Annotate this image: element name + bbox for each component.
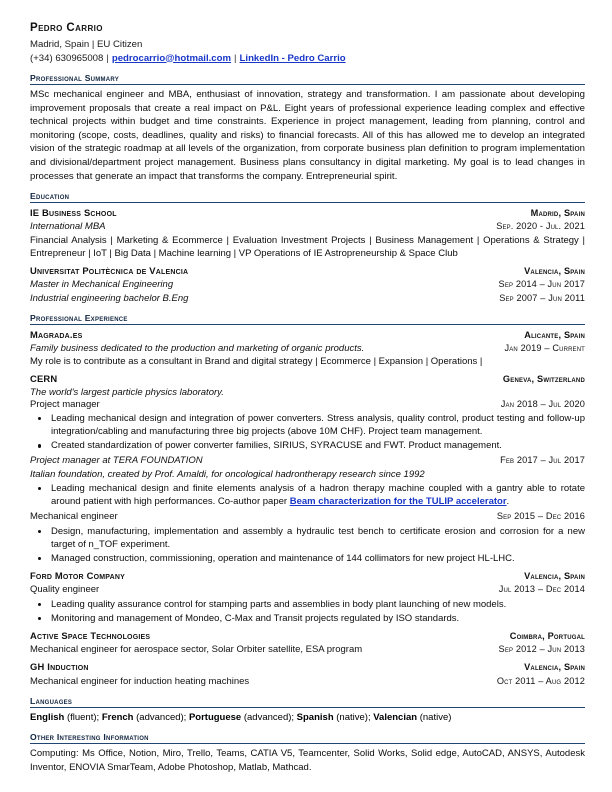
list-item [30,598,585,611]
experience-entry-header [30,569,585,583]
education-degree: International MBA [30,221,106,233]
education-dates: Sep. 2020 - Jul. 2021 [496,221,585,232]
bullet-dot-icon [38,617,41,620]
education-entry-degree-row-2 [30,292,585,305]
section-other-information [30,732,585,774]
education-place: Madrid, Spain [530,208,585,219]
experience-place: Coimbra, Portugal [509,631,585,642]
experience-org: Magrada.es [30,328,83,340]
experience-role-title: Mechanical engineer [30,511,118,523]
bullet-text: Monitoring and management of Mondeo, C-Max and Transit projects regulated by ISO standards. [51,612,460,624]
language-name: Portuguese [188,711,242,723]
experience-role-title: Project manager at TERA FOUNDATION [30,455,203,467]
experience-role-title: Project manager [30,398,100,410]
experience-role-dates: Jan 2018 – Jul 2020 [500,398,585,409]
section-title-education: Education [30,191,585,203]
bullet-dot-icon [38,530,41,533]
list-item [30,552,585,565]
education-entry-upv [30,264,585,305]
experience-org: CERN [30,373,58,385]
list-item [30,612,585,625]
experience-role-row [30,454,585,467]
experience-role-dates: Jul 2013 – Dec 2014 [498,584,585,595]
experience-entry-header [30,372,585,386]
bullet-dot-icon [38,487,41,490]
language-level: (native) [336,711,368,723]
separator-1: | [106,52,109,64]
experience-role-title: Mechanical engineer for induction heating machines [30,675,250,687]
list-item [30,482,585,508]
experience-role-row [30,510,585,523]
experience-bullet-list [30,525,585,566]
bullet-text: Design, manufacturing, implementation and assembly a hydraulic test bench to certificate erosion and corrosion for a new target of n_TOF experiment. [51,525,585,550]
bullet-text: Leading mechanical design and integration of power converters. Stress analysis, quality control, product testing and follow-up integration/cabling and manufacturing three big projects (above 10M CHF). Project team management. [51,412,585,438]
experience-entry-header [30,660,585,674]
experience-entry-header [30,629,585,643]
experience-entry-active-space [30,629,585,656]
language-level: (advanced) [136,711,184,723]
bullet-text-post: . [506,496,510,508]
summary-paragraph: MSc mechanical engineer and MBA, enthusiast of innovation, strategy and transformation. I am passionate about developing improvement proposals that create a real impact on P&L. Eight years of professional experience leading complex and effective technical projects within budget and time constraints. Experience in project management, leading from planning, control and monitoring (scope, costs, deadlines, quality and risks) to financial forecasts. All of this has allowed me to develop an integrated vision of the strategic roadmap at all levels of the organization, from corporate business plan definition to program implementation and divisional/department project management. Business plans consultancy in digital marketing. My goal is to lead changes in processes that generate an impact that transforms the company. Entrepreneurial spirit. [30,89,585,182]
separator-2: | [234,52,237,64]
language-level: (advanced) [243,711,292,723]
section-education [30,191,585,305]
language-name: French [101,711,134,723]
section-title-other: Other Interesting Information [30,732,585,744]
section-languages [30,696,585,724]
experience-role-row [30,643,585,656]
education-place: Valencia, Spain [524,266,585,277]
experience-role-dates: Oct 2011 – Aug 2012 [496,675,585,686]
language-name: English [30,711,65,723]
experience-bullet-list [30,598,585,625]
computing-skills-text: Computing: Ms Office, Notion, Miro, Trello, Teams, CATIA V5, Teamcenter, Solid Works, Solid edge, AutoCAD, ANSYS, Autodesk Inventor, ENOVIA SmarTeam, Adobe Photoshop, Matlab, Mathcad. [30,748,585,773]
bullet-dot-icon [38,417,41,420]
list-item [30,439,585,452]
experience-entry-magrada [30,328,585,369]
experience-detail: My role is to contribute as a consultant in Brand and digital strategy | Ecommerce | Expansion | Operations | [30,356,483,368]
education-entry-header [30,264,585,278]
cv-header [30,22,585,65]
experience-org: GH Induction [30,661,89,673]
bullet-text-pre: Leading mechanical design and finite elements analysis of a hadron therapy machine coupled with a gantry able to rotate around patient with high performances. Co-author paper [51,482,585,508]
experience-role-row [30,675,585,688]
experience-entry-header [30,328,585,342]
experience-place: Valencia, Spain [524,662,585,673]
experience-entry-ford [30,569,585,625]
experience-place: Valencia, Spain [524,571,585,582]
experience-org: Active Space Technologies [30,630,151,642]
bullet-dot-icon [38,444,41,447]
experience-dates: Jan 2019 – Current [504,342,585,353]
bullet-text: Created standardization of power converter families, SIRIUS, SYRACUSE and FWT. Product management. [51,440,502,452]
section-title-summary: Professional Summary [30,73,585,85]
experience-entry-gh-induction [30,660,585,687]
experience-place: Geneva, Switzerland [502,374,585,385]
bullet-text: Leading quality assurance control for stamping parts and assemblies in body plant launching of new models. [51,598,507,610]
experience-role-row [30,398,585,411]
language-name: Valencian [373,711,418,723]
experience-bullet-list [30,412,585,453]
section-professional-experience [30,313,585,688]
paper-link[interactable]: Beam characterization for the TULIP accelerator [289,496,507,508]
phone-number: (+34) 630965008 [30,52,104,64]
experience-subtitle: Family business dedicated to the production and marketing of organic products. [30,342,365,354]
section-title-experience: Professional Experience [30,313,585,325]
list-item [30,412,585,438]
education-org: Universitat Politècnica de Valencia [30,265,189,277]
experience-role-title: Quality engineer [30,584,100,596]
education-degree: Master in Mechanical Engineering [30,279,174,291]
list-item [30,525,585,551]
language-level: (fluent) [66,711,97,723]
language-name: Spanish [296,711,334,723]
experience-role-note: Italian foundation, created by Prof. Amaldi, for oncological hadrontherapy research since 1992 [30,468,425,480]
contact-links-line [30,52,585,66]
email-link[interactable]: pedrocarrio@hotmail.com [111,52,232,64]
education-coursework: Financial Analysis | Marketing & Ecommerce | Evaluation Investment Projects | Business Management | Operations & Strategy | Entrepreneur | IoT | Big Data | Machine learning | VP Operations of IE Astropreneurship & Space Club [30,234,585,259]
linkedin-link[interactable]: LinkedIn - Pedro Carrio [239,52,346,64]
experience-subtitle: The world's largest particle physics laboratory. [30,386,224,398]
education-org: IE Business School [30,207,117,219]
education-entry-degree-row [30,220,585,233]
experience-role-dates: Sep 2012 – Jun 2013 [498,644,585,655]
education-entry-header [30,206,585,220]
language-level: (native) [419,711,452,723]
bullet-dot-icon [38,557,41,560]
section-title-languages: Languages [30,696,585,708]
page-title: Pedro Carrio [30,22,103,34]
experience-role-title: Mechanical engineer for aerospace sector, Solar Orbiter satellite, ESA program [30,644,363,656]
experience-role-dates: Feb 2017 – Jul 2017 [500,455,585,466]
experience-role-row [30,583,585,596]
experience-bullet-list [30,482,585,508]
education-degree-2: Industrial engineering bachelor B.Eng [30,292,189,304]
education-entry-ie [30,206,585,260]
experience-entry-cern [30,372,585,565]
education-dates-2: Sep 2007 – Jun 2011 [499,292,585,303]
section-professional-summary [30,73,585,183]
experience-role-dates: Sep 2015 – Dec 2016 [496,511,585,522]
education-dates: Sep 2014 – Jun 2017 [498,279,585,290]
contact-location-line: Madrid, Spain | EU Citizen [30,39,143,50]
bullet-text: Managed construction, commissioning, operation and maintenance of 144 collimators for new project HL-LHC. [51,553,515,564]
languages-line: English (fluent); French (advanced); Portuguese (advanced); Spanish (native); Valencian (native) [30,711,452,723]
experience-org: Ford Motor Company [30,570,125,582]
education-entry-degree-row [30,278,585,291]
experience-subtitle-row [30,342,585,355]
bullet-dot-icon [38,603,41,606]
experience-place: Alicante, Spain [524,329,585,340]
